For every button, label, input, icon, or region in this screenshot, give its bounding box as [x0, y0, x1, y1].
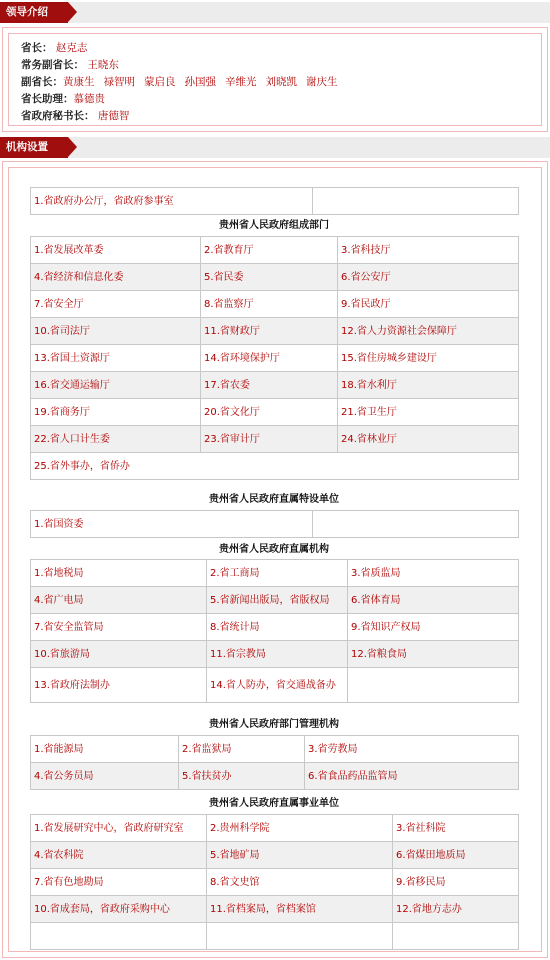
- agency-link[interactable]: 4.省农科院: [31, 842, 207, 869]
- leader-row-governor: [21, 40, 96, 56]
- office-link[interactable]: 1.省政府办公厅，省政府参事室: [31, 188, 313, 215]
- table-row: [31, 614, 519, 641]
- agency-link[interactable]: 9.省移民局: [393, 869, 519, 896]
- leader-row-assistant: [21, 91, 114, 107]
- table-row: [31, 318, 519, 345]
- agency-link[interactable]: 4.省公务员局: [31, 763, 179, 790]
- agency-link[interactable]: 7.省安全监管局: [31, 614, 207, 641]
- leader-name-link[interactable]: 禄智明: [103, 76, 135, 88]
- agency-link[interactable]: 2.贵州科学院: [207, 815, 393, 842]
- leader-label: 副省长：: [21, 76, 63, 88]
- agency-link[interactable]: 24.省林业厅: [338, 426, 519, 453]
- leader-row-executive: [21, 57, 128, 73]
- table-row: [31, 869, 519, 896]
- empty-cell: [393, 923, 519, 950]
- agency-link[interactable]: 6.省食品药品监管局: [305, 763, 519, 790]
- leader-label: 省政府秘书长：: [21, 110, 95, 122]
- leader-name-link[interactable]: 谢庆生: [306, 76, 338, 88]
- leader-name-link[interactable]: 蒙启良: [144, 76, 176, 88]
- agency-link[interactable]: 10.省成套局，省政府采购中心: [31, 896, 207, 923]
- agency-link[interactable]: 1.省地税局: [31, 560, 207, 587]
- agency-link[interactable]: 1.省能源局: [31, 736, 179, 763]
- departments-table: [30, 236, 519, 480]
- leader-label: 省长：: [21, 42, 53, 54]
- leader-name-link[interactable]: 唐德智: [97, 110, 130, 122]
- agency-link[interactable]: 20.省文化厅: [201, 399, 338, 426]
- leader-name-link[interactable]: 黄康生: [63, 76, 95, 88]
- agency-link[interactable]: 10.省旅游局: [31, 641, 207, 668]
- agency-link[interactable]: 13.省政府法制办: [31, 668, 207, 703]
- agency-link[interactable]: 16.省交通运输厅: [31, 372, 201, 399]
- agency-link[interactable]: 1.省发展研究中心，省政府研究室: [31, 815, 207, 842]
- table-row: [31, 763, 519, 790]
- table-row: [31, 842, 519, 869]
- leader-name-link[interactable]: 慕德贵: [73, 93, 105, 105]
- agency-link[interactable]: 4.省经济和信息化委: [31, 264, 201, 291]
- table-row: [31, 237, 519, 264]
- direct-agencies-table: [30, 559, 519, 703]
- agency-link[interactable]: 19.省商务厅: [31, 399, 201, 426]
- empty-cell: [207, 923, 393, 950]
- agency-link[interactable]: 12.省人力资源社会保障厅: [338, 318, 519, 345]
- table-row: [31, 264, 519, 291]
- agency-link[interactable]: 6.省煤田地质局: [393, 842, 519, 869]
- table-row: [31, 896, 519, 923]
- table-cell: [313, 511, 519, 538]
- agency-link[interactable]: 9.省民政厅: [338, 291, 519, 318]
- leader-name-link[interactable]: 孙国强: [184, 76, 216, 88]
- agency-link[interactable]: 12.省地方志办: [393, 896, 519, 923]
- agency-link[interactable]: 25.省外事办，省侨办: [31, 453, 519, 480]
- agency-link[interactable]: 11.省档案局，省档案馆: [207, 896, 393, 923]
- table-row: [31, 291, 519, 318]
- table-row: [31, 923, 519, 950]
- leaders-panel: [2, 27, 548, 132]
- agency-link[interactable]: 8.省监察厅: [201, 291, 338, 318]
- section-title-institutions: 贵州省人民政府直属事业单位: [209, 798, 339, 809]
- table-row: [31, 587, 519, 614]
- table-row: [31, 511, 519, 538]
- agency-link[interactable]: 14.省人防办，省交通战备办: [207, 668, 348, 703]
- agency-link[interactable]: 7.省安全厅: [31, 291, 201, 318]
- empty-cell: [348, 668, 519, 703]
- agency-link[interactable]: 8.省文史馆: [207, 869, 393, 896]
- agency-link[interactable]: 18.省水利厅: [338, 372, 519, 399]
- table-row: [31, 815, 519, 842]
- table-row: [31, 372, 519, 399]
- agency-link[interactable]: 5.省新闻出版局，省版权局: [207, 587, 348, 614]
- section-title-special: 贵州省人民政府直属特设单位: [209, 494, 339, 505]
- agency-link[interactable]: 12.省粮食局: [348, 641, 519, 668]
- agency-link[interactable]: 21.省卫生厅: [338, 399, 519, 426]
- table-row: [31, 560, 519, 587]
- leaders-header-title: 领导介绍: [0, 2, 68, 23]
- leader-label: 省长助理：: [21, 93, 74, 105]
- office-table: [30, 187, 519, 215]
- agency-link[interactable]: 23.省审计厅: [201, 426, 338, 453]
- leaders-header-bar: [0, 2, 550, 23]
- agency-link[interactable]: 13.省国土资源厅: [31, 345, 201, 372]
- leader-name-link[interactable]: 王晓东: [87, 59, 119, 71]
- table-row: [31, 345, 519, 372]
- agency-link[interactable]: 5.省地矿局: [207, 842, 393, 869]
- table-row: [31, 399, 519, 426]
- section-title-departments: 贵州省人民政府组成部门: [219, 220, 329, 231]
- agency-link[interactable]: 1.省发展改革委: [31, 237, 201, 264]
- agency-link[interactable]: 6.省体育局: [348, 587, 519, 614]
- agency-link[interactable]: 11.省宗教局: [207, 641, 348, 668]
- agency-link[interactable]: 7.省有色地勘局: [31, 869, 207, 896]
- special-table: [30, 510, 519, 538]
- section-title-managed: 贵州省人民政府部门管理机构: [209, 719, 339, 730]
- leader-name-link[interactable]: 辛维光: [225, 76, 257, 88]
- leader-name-link[interactable]: 刘晓凯: [265, 76, 297, 88]
- organization-header-bar: [0, 137, 550, 158]
- agency-link[interactable]: 15.省住房城乡建设厅: [338, 345, 519, 372]
- agency-link[interactable]: 10.省司法厅: [31, 318, 201, 345]
- agency-link[interactable]: 14.省环境保护厅: [201, 345, 338, 372]
- agency-link[interactable]: 17.省农委: [201, 372, 338, 399]
- managed-agencies-table: [30, 735, 519, 790]
- agency-link[interactable]: 4.省广电局: [31, 587, 207, 614]
- agency-link[interactable]: 2.省监狱局: [179, 736, 305, 763]
- table-cell: [313, 188, 519, 215]
- table-row: [31, 453, 519, 480]
- agency-link[interactable]: 8.省统计局: [207, 614, 348, 641]
- agency-link[interactable]: 5.省民委: [201, 264, 338, 291]
- agency-link[interactable]: 3.省科技厅: [338, 237, 519, 264]
- agency-link[interactable]: 6.省公安厅: [338, 264, 519, 291]
- agency-link[interactable]: 5.省扶贫办: [179, 763, 305, 790]
- agency-link[interactable]: 3.省质监局: [348, 560, 519, 587]
- table-row: [31, 641, 519, 668]
- table-row: [31, 668, 519, 703]
- agency-link[interactable]: 9.省知识产权局: [348, 614, 519, 641]
- leader-label: 常务副省长：: [21, 59, 84, 71]
- section-title-direct: 贵州省人民政府直属机构: [219, 544, 329, 555]
- agency-link[interactable]: 2.省工商局: [207, 560, 348, 587]
- leader-name-link[interactable]: 赵克志: [55, 42, 88, 54]
- agency-link[interactable]: 11.省财政厅: [201, 318, 338, 345]
- agency-link[interactable]: 2.省教育厅: [201, 237, 338, 264]
- table-row: [31, 736, 519, 763]
- agency-link[interactable]: 3.省劳教局: [305, 736, 519, 763]
- institutions-table: [30, 814, 519, 950]
- agency-link[interactable]: 3.省社科院: [393, 815, 519, 842]
- special-unit-link[interactable]: 1.省国资委: [31, 511, 313, 538]
- leaders-panel-inner: [8, 33, 542, 126]
- table-row: [31, 188, 519, 215]
- organization-header-title: 机构设置: [0, 137, 68, 158]
- agency-link[interactable]: 22.省人口计生委: [31, 426, 201, 453]
- leader-row-secretary: [21, 108, 138, 124]
- table-row: [31, 426, 519, 453]
- leader-row-vice: [21, 74, 347, 90]
- empty-cell: [31, 923, 207, 950]
